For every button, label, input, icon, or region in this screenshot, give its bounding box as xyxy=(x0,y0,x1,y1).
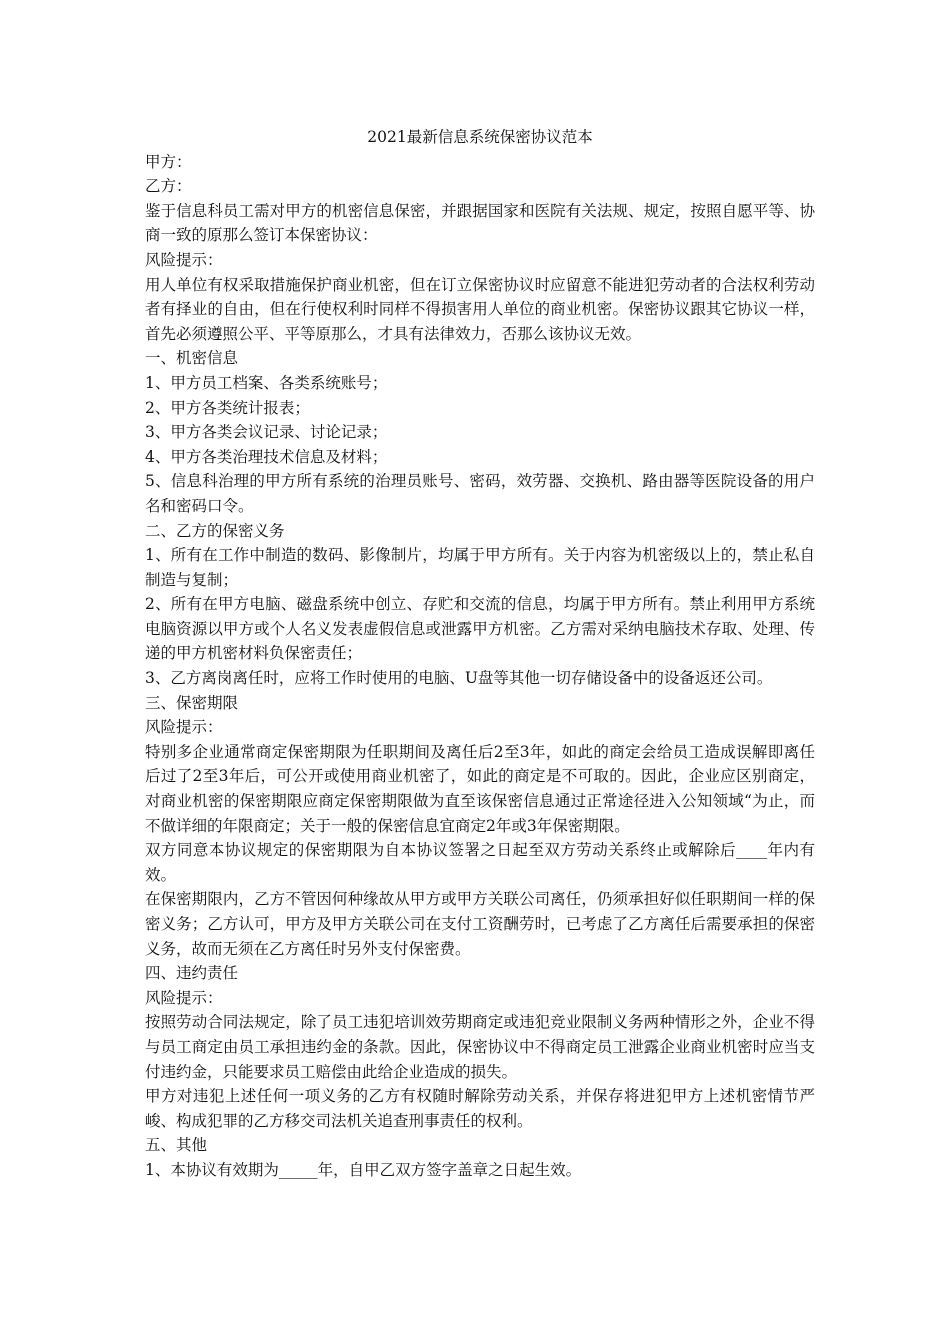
document-paragraph: 双方同意本协议规定的保密期限为自本协议签署之日起至双方劳动关系终止或解除后____年内有效。 xyxy=(145,841,815,884)
document-title: 2021最新信息系统保密协议范本 xyxy=(367,128,593,146)
document-paragraph: 乙方： xyxy=(145,177,192,196)
document-paragraph: 二、乙方的保密义务 xyxy=(145,521,285,540)
document-paragraph: 风险提示： xyxy=(145,718,223,737)
document-paragraph: 在保密期限内，乙方不管因何种缘故从甲方或甲方关联公司离任，仍须承担好似任职期间一样的保密义务；乙方认可，甲方及甲方关联公司在支付工资酬劳时，已考虑了乙方离任后需要承担的保密义务，故而无须在乙方离任时另外支付保密费。 xyxy=(145,890,815,958)
document-paragraph: 按照劳动合同法规定，除了员工违犯培训效劳期商定或违犯竞业限制义务两种情形之外，企业不得与员工商定由员工承担违约金的条款。因此，保密协议中不得商定员工泄露企业商业机密时应当支付违约金，只能要求员工赔偿由此给企业造成的损失。 xyxy=(145,1013,815,1081)
document-paragraph: 甲方： xyxy=(145,152,192,171)
document-paragraph: 风险提示： xyxy=(145,988,223,1007)
document-paragraph: 风险提示： xyxy=(145,250,223,269)
document-paragraph: 4、甲方各类治理技术信息及材料； xyxy=(145,447,388,466)
document-paragraph: 2、所有在甲方电脑、磁盘系统中创立、存贮和交流的信息，均属于甲方所有。禁止利用甲方系统电脑资源以甲方或个人名义发表虚假信息或泄露甲方机密。乙方需对采纳电脑技术存取、处理、传递的甲方机密材料负保密责任； xyxy=(145,595,815,663)
document-paragraph: 5、信息科治理的甲方所有系统的治理员账号、密码，效劳器、交换机、路由器等医院设备的用户名和密码口令。 xyxy=(145,472,815,515)
document-paragraph: 四、违约责任 xyxy=(145,964,239,983)
document-paragraph: 2、甲方各类统计报表； xyxy=(145,398,310,417)
document-paragraph: 鉴于信息科员工需对甲方的机密信息保密，并跟据国家和医院有关法规、规定，按照自愿平等、协商一致的原那么签订本保密协议： xyxy=(145,201,815,245)
document-paragraph: 用人单位有权采取措施保护商业机密，但在订立保密协议时应留意不能进犯劳动者的合法权利劳动者有择业的自由，但在行使权利时同样不得损害用人单位的商业机密。保密协议跟其它协议一样，首先必须遵照公平、平等原那么，才具有法律效力，否那么该协议无效。 xyxy=(145,275,815,343)
document-paragraph: 特别多企业通常商定保密期限为任职期间及离任后2至3年，如此的商定会给员工造成误解即离任后过了2至3年后，可公开或使用商业机密了，如此的商定是不可取的。因此，企业应区别商定，对商业机密的保密期限应商定保密期限做为直至该保密信息通过正常途径进入公知领域“为止，而不做详细的年限商定；关于一般的保密信息宜商定2年或3年保密期限。 xyxy=(145,742,815,835)
document-paragraph: 甲方对违犯上述任何一项义务的乙方有权随时解除劳动关系，并保存将进犯甲方上述机密情节严峻、构成犯罪的乙方移交司法机关追查刑事责任的权利。 xyxy=(145,1087,815,1130)
document-paragraph: 五、其他 xyxy=(145,1136,208,1155)
document-paragraph: 3、甲方各类会议记录、讨论记录； xyxy=(145,423,388,442)
document-body xyxy=(145,150,815,1183)
document-paragraph: 3、乙方离岗离任时，应将工作时使用的电脑、U盘等其他一切存储设备中的设备返还公司。 xyxy=(145,669,773,688)
document-paragraph: 1、所有在工作中制造的数码、影像制片，均属于甲方所有。关于内容为机密级以上的，禁止私自制造与复制； xyxy=(145,546,815,589)
document-paragraph: 1、甲方员工档案、各类系统账号； xyxy=(145,373,388,392)
document-paragraph: 三、保密期限 xyxy=(145,693,239,712)
document-paragraph: 1、本协议有效期为_____年，自甲乙双方签字盖章之日起生效。 xyxy=(145,1160,582,1179)
document-page xyxy=(145,125,815,1183)
document-paragraph: 一、机密信息 xyxy=(145,349,239,368)
